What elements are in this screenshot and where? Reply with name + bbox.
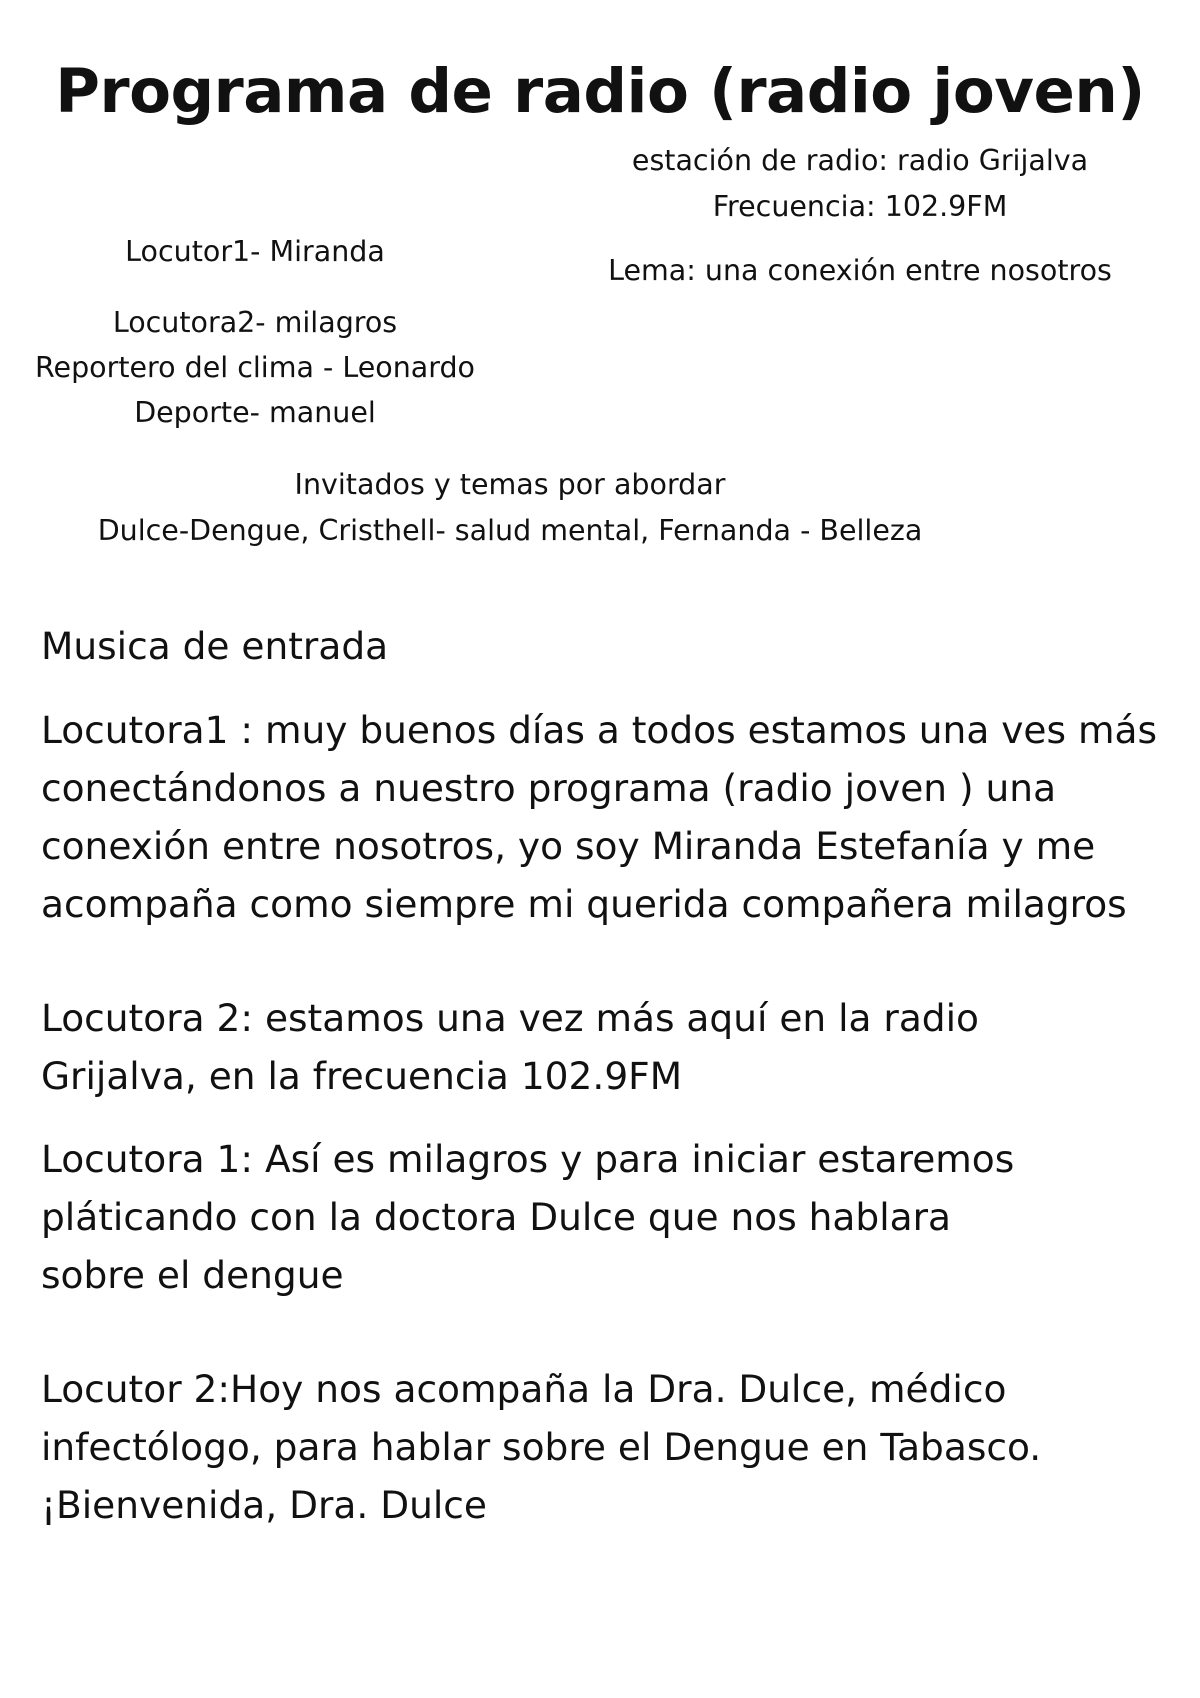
script-line: Locutora 2: estamos una vez más aquí en la radio (41, 996, 979, 1040)
script-line: acompaña como siempre mi querida compañera milagros (41, 882, 1127, 926)
crew-list (0, 300, 510, 435)
frequency-info: Frecuencia: 102.9FM (712, 190, 1008, 223)
script-line: pláticando con la doctora Dulce que nos hablara (41, 1195, 951, 1239)
guests-heading: Invitados y temas por abordar (294, 468, 726, 501)
script-paragraph-2 (41, 989, 1181, 1105)
script-line: Grijalva, en la frecuencia 102.9FM (41, 1054, 683, 1098)
script-line: ¡Bienvenida, Dra. Dulce (41, 1483, 487, 1527)
script-paragraph-4 (41, 1360, 1181, 1534)
script-line: conexión entre nosotros, yo soy Miranda Estefanía y me (41, 824, 1096, 868)
script-line: sobre el dengue (41, 1253, 344, 1297)
script-line: Locutora1 : muy buenos días a todos estamos una ves más (41, 708, 1157, 752)
station-info: estación de radio: radio Grijalva (631, 144, 1089, 177)
guests-section (0, 462, 1020, 554)
crew-sports: Deporte- manuel (134, 396, 376, 429)
crew-announcer2: Locutora2- milagros (112, 306, 398, 339)
script-line: Locutor 2:Hoy nos acompaña la Dra. Dulce, médico (41, 1367, 1007, 1411)
script-line: infectólogo, para hablar sobre el Dengue en Tabasco. (41, 1425, 1042, 1469)
crew-weather: Reportero del clima - Leonardo (35, 351, 475, 384)
guests-list: Dulce-Dengue, Cristhell- salud mental, Fernanda - Belleza (97, 514, 923, 547)
script-paragraph-3 (41, 1130, 1181, 1304)
page-title: Programa de radio (radio joven) (55, 56, 1145, 127)
script-line: Locutora 1: Así es milagros y para iniciar estaremos (41, 1137, 1015, 1181)
script-paragraph-1 (41, 701, 1181, 933)
intro-music: Musica de entrada (41, 624, 389, 668)
motto-info: Lema: una conexión entre nosotros (608, 254, 1112, 287)
crew-announcer1: Locutor1- Miranda (125, 235, 385, 268)
script-line: conectándonos a nuestro programa (radio joven ) una (41, 766, 1057, 810)
